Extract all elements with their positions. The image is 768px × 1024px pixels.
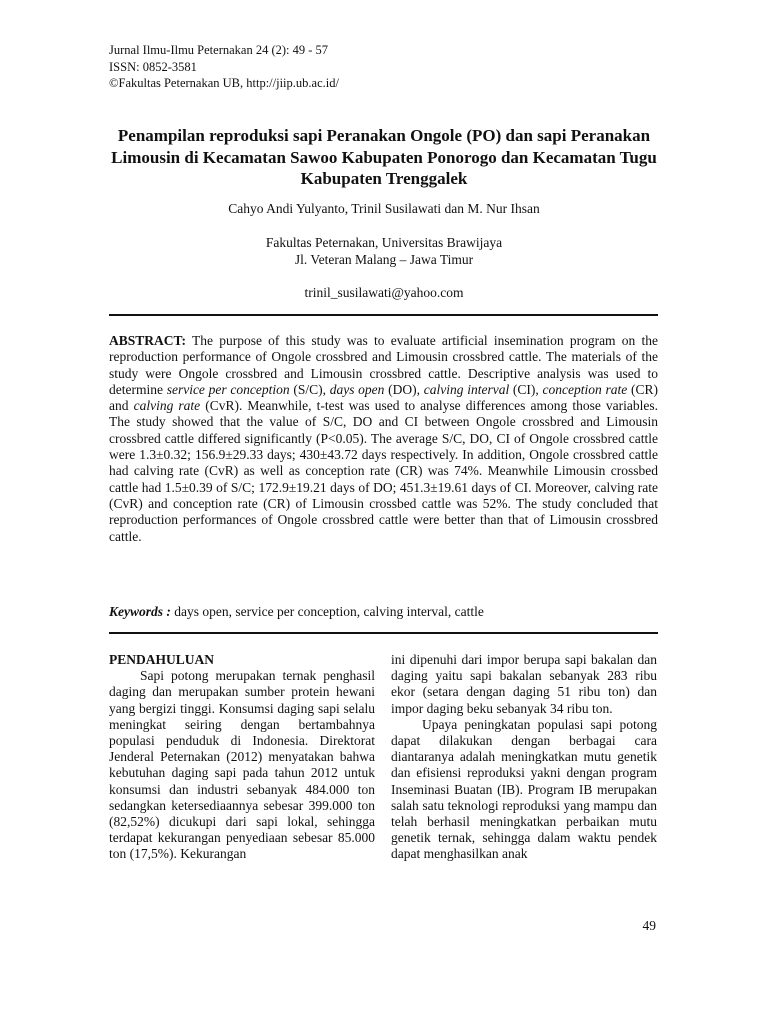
abstract-term-cvr: calving rate xyxy=(133,398,201,414)
intro-paragraph-2: Upaya peningkatan populasi sapi potong dapat dilakukan dengan berbagai cara diantaranya adalah meningkatkan mutu genetik dan efisiensi reproduksi yakni dengan program Inseminasi Buatan (IB). Program IB merupakan salah satu teknologi reproduksi yang mampu dan telah berhasil meningkatkan perbaikan mutu genetik ternak, sehingga dalam waktu pendek dapat menghasilkan anak xyxy=(391,716,657,862)
abstract-text-5: (CR) and xyxy=(109,381,658,414)
paper-title: Penampilan reproduksi sapi Peranakan Ongole (PO) dan sapi Peranakan Limousin di Kecamatan Sawoo Kabupaten Ponorogo dan Kecamatan Tugu Kabupaten Trenggalek xyxy=(111,126,657,188)
author-email: trinil_susilawati@yahoo.com xyxy=(304,285,464,300)
journal-header xyxy=(109,42,339,92)
abstract-text-3: (DO), xyxy=(384,381,424,397)
abstract-top-rule xyxy=(109,314,658,316)
journal-copyright: ©Fakultas Peternakan UB, http://jiip.ub.ac.id/ xyxy=(109,76,339,90)
abstract-text-1: The purpose of this study was to evaluate artificial insemination program on the reproduction performance of Ongole crossbred and Limousin crossbred cattle. The materials of the study were Ongole crossbred and Limousin crossbred cattle. Descriptive analysis was used to determine xyxy=(109,333,658,397)
body-column-right xyxy=(391,652,657,863)
abstract-term-sc: service per conception xyxy=(166,381,290,397)
keywords xyxy=(109,603,658,620)
intro-paragraph-1: Sapi potong merupakan ternak penghasil daging dan merupakan sumber protein hewani yang bergizi tinggi. Konsumsi daging sapi selalu meningkat seiring dengan bertambahnya populasi penduduk di Indonesia. Direktorat Jenderal Peternakan (2012) menyatakan bahwa kebutuhan daging sapi pada tahun 2012 untuk konsumsi dan industri sebanyak 484.000 ton sedangkan ketersediaannya sebesar 399.000 ton (82,52%) dicukupi dari sapi lokal, sehingga terdapat kekurangan penyediaan sebesar 85.000 ton (17,5%). Kekurangan xyxy=(109,668,375,862)
affiliation-line-1: Fakultas Peternakan, Universitas Brawijaya xyxy=(265,235,503,250)
section-heading-pendahuluan: PENDAHULUAN xyxy=(109,652,215,667)
abstract-label: ABSTRACT: xyxy=(109,333,187,348)
authors: Cahyo Andi Yulyanto, Trinil Susilawati dan M. Nur Ihsan xyxy=(228,201,540,216)
page-number: 49 xyxy=(642,918,656,933)
abstract-text-4: (CI), xyxy=(509,381,543,397)
journal-citation: Jurnal Ilmu-Ilmu Peternakan 24 (2): 49 - 57 xyxy=(109,43,329,57)
abstract xyxy=(109,333,658,545)
keywords-text: days open, service per conception, calving interval, cattle xyxy=(170,604,484,619)
abstract-term-ci: calving interval xyxy=(423,381,510,397)
abstract-text-6: (CvR). Meanwhile, t-test was used to analyse differences among those variables. The study showed that the value of S/C, DO and CI between Ongole crossbred and Limousin crossbred cattle differed significantly (P<0.05). The average S/C, DO, CI of Ongole crossbred cattle were 1.3±0.32; 156.9±29.33 days; 430±43.72 days respectively. In addition, Ongole crossbred cattle had calving rate (CvR) as well as conception rate (CR) was 74%. Meanwhile Limousin crossbed cattle had 1.5±0.39 of S/C; 172.9±19.21 days of DO; 451.3±19.61 days of CI. Moreover, calving rate (CvR) and conception rate (CR) of Limousin crossbed cattle was 52%. The study concluded that reproduction performances of Ongole crossbred cattle were better than that of Limousin crossbred cattle. xyxy=(109,398,658,544)
affiliation-line-2: Jl. Veteran Malang – Jawa Timur xyxy=(294,252,474,267)
abstract-text-2: (S/C), xyxy=(289,381,330,397)
keywords-label: Keywords : xyxy=(109,604,171,619)
body-top-rule xyxy=(109,632,658,634)
intro-paragraph-1-continued: ini dipenuhi dari impor berupa sapi bakalan dan daging yaitu sapi bakalan sebanyak 283 ribu ekor (setara dengan daging 51 ribu ton) dan impor daging beku sebanyak 34 ribu ton. xyxy=(391,652,657,716)
abstract-term-cr: conception rate xyxy=(542,381,628,397)
abstract-term-do: days open xyxy=(329,381,385,397)
body-column-left xyxy=(109,652,375,863)
journal-issn: ISSN: 0852-3581 xyxy=(109,59,197,74)
